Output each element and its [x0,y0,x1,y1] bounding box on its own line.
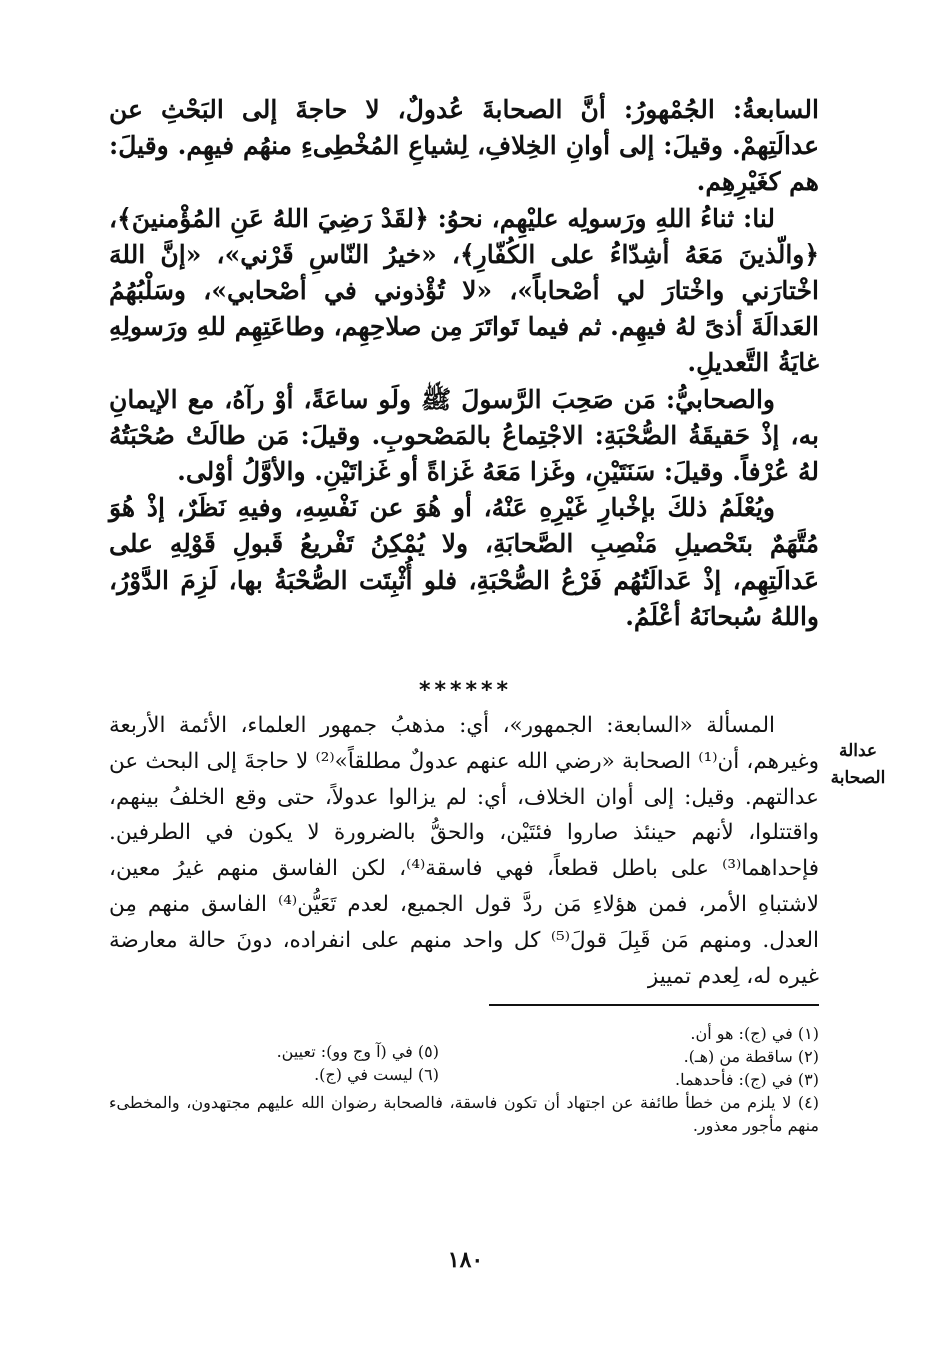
footnotes [109,1022,819,1137]
margin-heading [825,738,891,792]
footnote-5: (٥) في (آ وج وو): تعيين. [276,1042,439,1061]
footnote-2: (٢) ساقطة من (هـ). [683,1047,819,1066]
footnote-column-left [109,1022,439,1091]
footnote-6: (٦) ليست في (ج). [314,1065,439,1084]
footnote-4: (٤) لا يلزم من خطأ طائفة عن اجتهاد أن تكون فاسقة، فالصحابة رضوان الله عليهم مجتهدون، والمخطىء منهم مأجور معذور. [109,1093,819,1135]
matn-paragraph-3: والصحابيُّ: مَن صَحِبَ الرَّسولَ ﷺ ولَو ساعَةً، أوْ رآهُ، مع الإيمانِ به، إذْ حَقيقَةُ الصُّحْبَةِ: الاجْتِماعُ بالمَصْحوبِ. وقيلَ: مَن طالَتْ صُحْبَتُهُ لهُ عُرْفاً. وقيلَ: سَنَتَيْنِ، وغَزا مَعَهُ غَزاةً أو غَزاتَيْنِ. والأوَّلُ أوْلى. [109,384,819,487]
margin-heading-line-1: عدالة [838,741,878,761]
matn-paragraph-1: السابعةُ: الجُمْهورُ: أنَّ الصحابةَ عُدولٌ، لا حاجةَ إلى البَحْثِ عن عدالَتِهمْ. وقيلَ: إلى أوانِ الخِلافِ، لِشياعِ المُخْطِىءِ منهُم فيهِم. وقيلَ: هم كغَيْرِهِم. [109,95,819,197]
footnote-3: (٣) في (ج): فأحدهما. [675,1070,819,1089]
footnote-rule [489,1004,819,1006]
commentary-paragraph: المسألة «السابعة: الجمهور»، أي: مذهبُ جمهور العلماء، الأئمة الأربعة وغيرهم، أن⁽¹⁾ الصحابة «رضي الله عنهم عدولٌ مطلقاً»⁽²⁾ لا حاجةَ إلى البحث عن عدالتهم. وقيل: إلى أوان الخلاف، أي: لم يزالوا عدولاً، حتى وقع الخلفُ بينهم، واقتتلوا، لأنهم حينئذ صاروا فئتَيْن، والحقُّ بالضرورة لا يكون في الطرفين. فإحداهما⁽³⁾ على باطل قطعاً، فهي فاسقة⁽⁴⁾، لكن الفاسق منهم غيرُ معين، لاشتباهِ الأمر، فمن هؤلاءِ مَن ردَّ قول الجميع، لعدم تَعَيُّن⁽⁴⁾ الفاسق منهم مِن العدل. ومنهم مَن قَبِلَ قولَ⁽⁵⁾ كل واحد منهم على انفراده، دونَ حالة معارضة غيره له، لِعدم تمييز [109,713,819,989]
section-separator: ****** [418,678,513,703]
commentary-text [109,708,819,994]
footnote-column-right [439,1022,819,1091]
main-text [109,92,819,635]
matn-paragraph-2: لنا: ثناءُ اللهِ ورَسولِه عليْهِم، نحوُ: ﴿لقَدْ رَضِيَ اللهُ عَنِ المُؤْمنينَ﴾، ﴿والّذينَ مَعَهُ أشِدّاءُ على الكُفّارِ﴾، «خيرُ النّاسِ قَرْني»، «إنَّ اللهَ اخْتارَني واخْتارَ لي أصْحاباً»، «لا تُؤْذوني في أصْحابي»، وسَلْبُهُمُ العَدالَةَ أذىً لهُ فيهِم. ثم فيما تَواتَرَ مِن صلاحِهِم، وطاعَتِهِم للهِ ورَسولِهِ غايَةُ التَّعديلِ. [109,203,819,378]
page-number: ١٨٠ [447,1247,484,1273]
footnote-columns [109,1022,819,1091]
matn-paragraph-4: ويُعْلَمُ ذلكَ بإخْبارِ غَيْرِهِ عَنْهُ، أو هُوَ عن نَفْسِهِ، وفيهِ نَظَرٌ، إذْ هُوَ مُتَّهَمٌ بتَحْصيلِ مَنْصِبِ الصَّحابَةِ، ولا يُمْكِنُ تَفْريعُ قَبولِ قَوْلِهِ على عَدالَتِهِم، إذْ عَدالَتُهُم فَرْعُ الصُّحْبَةِ، فلو أُثْبِتَت الصُّحْبَةُ بها، لَزِمَ الدَّوْرُ، واللهُ سُبحانَهُ أعْلَمُ. [109,493,819,631]
footnote-1: (١) في (ج): هو أن. [690,1024,819,1043]
margin-heading-line-2: الصحابة [830,768,886,788]
